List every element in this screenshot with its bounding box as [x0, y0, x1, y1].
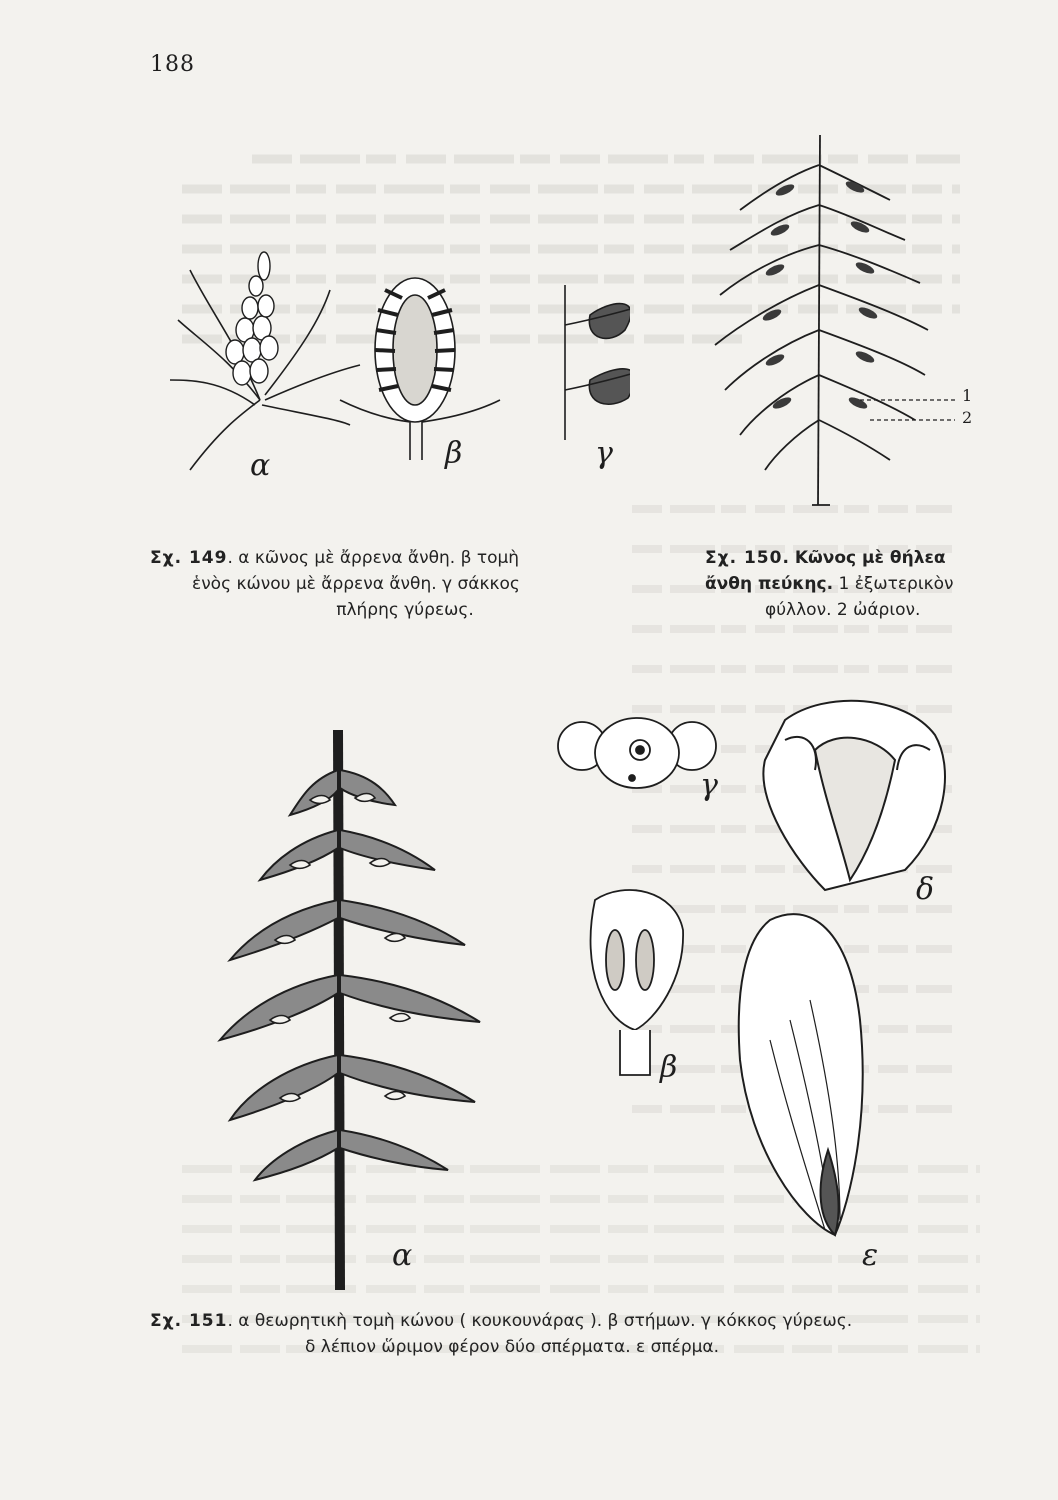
page-number: 188	[150, 52, 195, 77]
fig150-mark-2: 2	[962, 408, 973, 427]
fig149-letter-b: β	[445, 436, 463, 471]
fig150-label: Σχ. 150	[705, 548, 783, 568]
fig151-letter-b: β	[660, 1050, 678, 1085]
fig150-caption-bold: . Κῶνος μὲ θήλεα	[782, 548, 946, 568]
fig149-label: Σχ. 149	[150, 548, 228, 568]
fig151-letter-e: ε	[862, 1238, 879, 1273]
fig149-letter-a: α	[250, 448, 271, 483]
fig151-letter-d: δ	[916, 872, 935, 907]
figure-151g-illustration	[552, 708, 722, 798]
figure-151d-illustration	[745, 690, 965, 900]
fig149-caption	[150, 545, 660, 623]
fig149-letter-g: γ	[595, 436, 613, 471]
fig149-caption-line1: . α κῶνος μὲ ἄρρενα ἄνθη. β τομὴ	[227, 548, 520, 568]
fig150-mark-1: 1	[962, 386, 973, 405]
fig149-pollen-sac	[565, 285, 630, 440]
fig150-caption-rest: 1 ἐξωτερικὸν	[833, 574, 954, 594]
figure-149-drawings	[170, 230, 630, 490]
fig149-cone-section	[340, 278, 500, 460]
fig151-letter-a: α	[392, 1238, 413, 1273]
fig150-female-cone	[715, 135, 955, 505]
fig149-cone-male	[170, 252, 360, 470]
fig150-caption-bold2: ἄνθη πεύκης.	[705, 574, 834, 594]
fig151-label: Σχ. 151	[150, 1311, 228, 1331]
figure-151-mature-scale	[745, 690, 965, 900]
figure-150-drawings	[700, 135, 980, 515]
figure-151e-illustration	[730, 900, 880, 1240]
figure-149-illustration	[170, 230, 630, 490]
fig150-caption	[705, 545, 995, 623]
figure-151a-illustration	[190, 730, 510, 1290]
fig151-letter-g: γ	[700, 768, 718, 803]
fig150-caption-line3: φύλλον. 2 ὠάριον.	[765, 600, 921, 620]
figure-150-illustration	[700, 135, 980, 515]
fig151-caption-line1: . α θεωρητικὴ τομὴ κώνου ( κουκουνάρας ). β στήμων. γ κόκκος γύρεως.	[227, 1311, 853, 1331]
fig149-caption-line2: ἑνὸς κώνου μὲ ἄρρενα ἄνθη. γ σάκκος	[192, 574, 520, 594]
figure-151-section-drawing	[190, 730, 510, 1290]
fig149-caption-line3: πλήρης γύρεως.	[336, 600, 474, 620]
figure-151-pollen-grain	[552, 708, 722, 798]
fig151-caption-line2: δ λέπιον ὥριμον φέρον δύο σπέρματα. ε σπέρμα.	[305, 1337, 720, 1357]
figure-151-seed	[730, 900, 880, 1240]
fig151-caption	[150, 1308, 1010, 1360]
